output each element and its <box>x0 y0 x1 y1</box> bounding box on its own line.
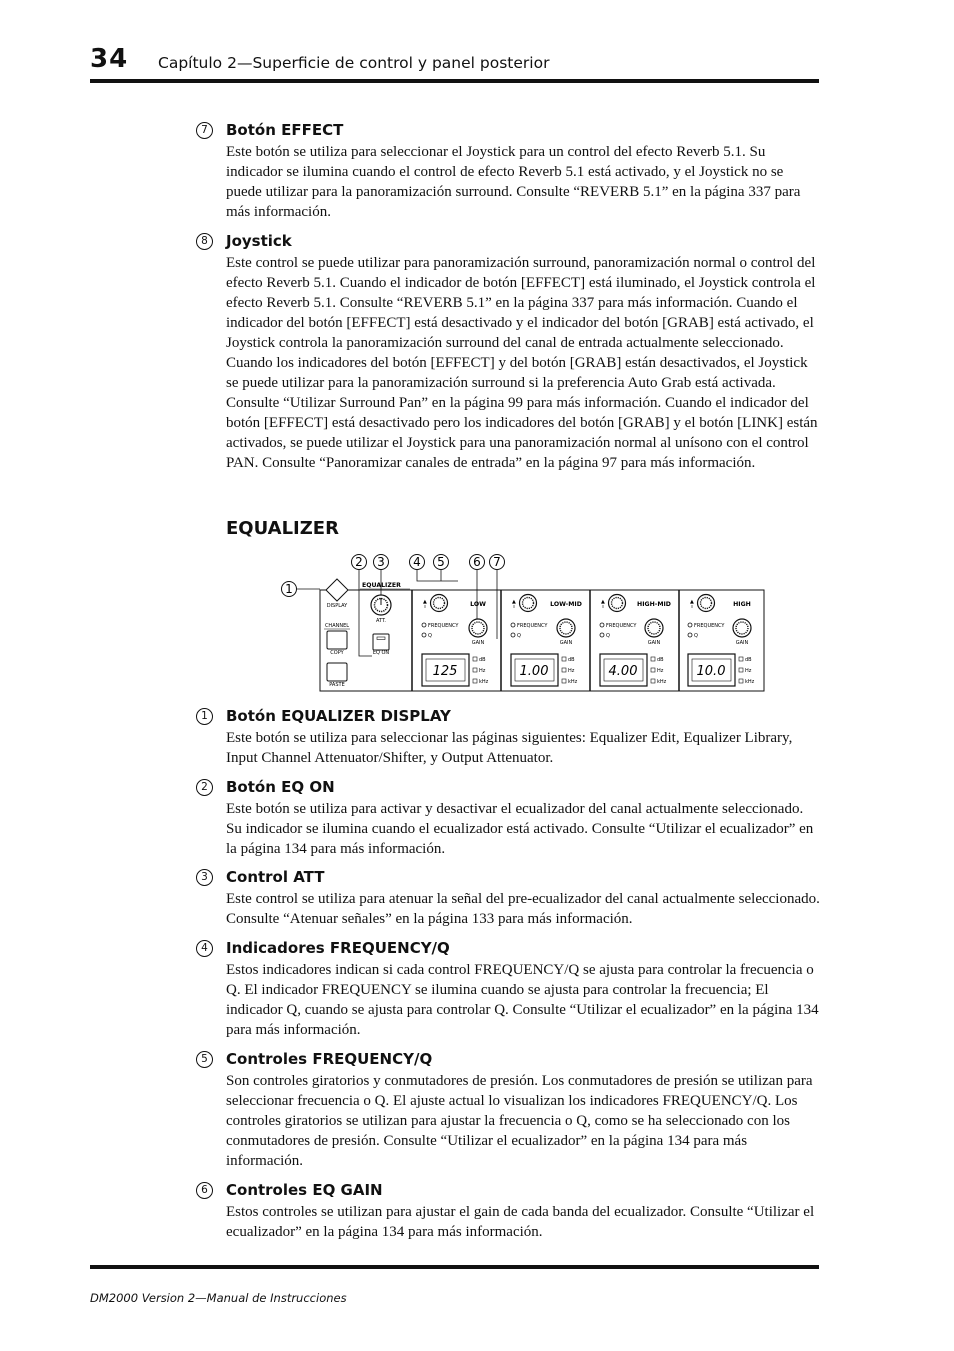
eq-on-button[interactable] <box>373 634 389 650</box>
boost-cut-icon: ▲ <box>512 599 516 605</box>
band-name: LOW <box>470 601 486 608</box>
item-number: 8 <box>196 233 213 250</box>
unit-db: dB <box>479 657 486 663</box>
q-indicator <box>600 633 604 637</box>
eq-band-low-mid <box>511 595 582 687</box>
q-indicator <box>511 633 515 637</box>
boost-cut-icon: ▲ <box>690 599 694 605</box>
copy-button[interactable] <box>327 631 347 649</box>
equalizer-label: EQUALIZER <box>362 582 401 589</box>
item-title: Botón EFFECT <box>226 121 344 139</box>
callout-2 <box>352 555 367 570</box>
lcd-value: 1.00 <box>519 664 549 679</box>
item-title: Botón EQ ON <box>226 778 335 796</box>
eq-band-high-mid <box>600 595 671 687</box>
unit-hz: Hz <box>479 668 486 674</box>
q-indicator <box>688 633 692 637</box>
chapter-title: Capítulo 2—Superficie de control y panel posterior <box>158 54 550 72</box>
callout-1 <box>282 582 297 597</box>
item-number: 1 <box>196 708 213 725</box>
boost-cut-icon: ▲ <box>601 599 605 605</box>
band-name: HIGH <box>733 601 751 608</box>
gain-label: GAIN <box>647 640 661 646</box>
frequency-indicator <box>511 623 515 627</box>
item-title: Control ATT <box>226 868 325 886</box>
header-rule <box>90 79 819 83</box>
item-number: 4 <box>196 940 213 957</box>
q-label: Q <box>606 633 610 639</box>
callout-3 <box>374 555 389 570</box>
item-body: Este botón se utiliza para activar y desactivar el ecualizador del canal actualmente seleccionado. Su indicador se ilumina cuando el ecualizador está activado. Consulte “Utilizar el ecualizador” en la página 134 para más información. <box>226 801 814 857</box>
item-body: Estos indicadores indican si cada control FREQUENCY/Q se ajusta para controlar la frecuencia o Q. El indicador FREQUENCY se ilumina cuando se ajusta para controlar la frecuencia; El indicador Q, cuando se ajusta para controlar Q. Consulte “Utilizar el ecualizador” en la página 134 para más información. <box>226 962 819 1038</box>
item-number: 6 <box>196 1182 213 1199</box>
svg-text:1: 1 <box>285 582 293 596</box>
footer-rule <box>90 1265 819 1269</box>
item-number: 7 <box>196 122 213 139</box>
att-label: ATT. <box>375 618 387 624</box>
q-label: Q <box>428 633 432 639</box>
unit-db: dB <box>745 657 752 663</box>
eq-on-label: EQ ON <box>372 650 390 656</box>
item-title: Controles FREQUENCY/Q <box>226 1050 433 1068</box>
item-number: 5 <box>196 1051 213 1068</box>
lcd-value: 10.0 <box>696 664 726 679</box>
gain-label: GAIN <box>735 640 749 646</box>
frequency-label: FREQUENCY <box>606 623 637 629</box>
svg-text:4: 4 <box>413 555 421 569</box>
callout-6 <box>470 555 485 570</box>
unit-hz: Hz <box>745 668 752 674</box>
lcd-value: 4.00 <box>608 664 638 679</box>
footer-text: DM2000 Version 2—Manual de Instrucciones <box>90 1291 347 1305</box>
boost-cut-icon: ▲ <box>423 599 427 605</box>
item-body: Estos controles se utilizan para ajustar el gain de cada banda del ecualizador. Consulte “Utilizar el ecualizador” en la página 134 para más información. <box>226 1204 815 1240</box>
unit-db: dB <box>568 657 575 663</box>
item-body: Este control se utiliza para atenuar la señal del pre-ecualizador del canal actualmente seleccionado. Consulte “Atenuar señales” en la página 133 para más información. <box>226 891 820 927</box>
frequency-label: FREQUENCY <box>694 623 725 629</box>
paste-label: PASTE <box>329 682 345 688</box>
eq-band-high <box>688 595 755 687</box>
svg-text:7: 7 <box>493 555 501 569</box>
unit-db: dB <box>657 657 664 663</box>
q-indicator <box>422 633 426 637</box>
item-title: Indicadores FREQUENCY/Q <box>226 939 450 957</box>
unit-khz: kHz <box>745 679 755 685</box>
item-title: Joystick <box>226 232 292 250</box>
svg-text:5: 5 <box>437 555 445 569</box>
att-knob[interactable] <box>371 595 391 615</box>
item-title: Botón EQUALIZER DISPLAY <box>226 707 451 725</box>
unit-hz: Hz <box>657 668 664 674</box>
equalizer-display-button[interactable] <box>326 579 348 601</box>
band-name: HIGH-MID <box>637 601 671 608</box>
section-heading: EQUALIZER <box>226 518 339 539</box>
gain-label: GAIN <box>559 640 573 646</box>
equalizer-panel-figure <box>280 553 770 695</box>
item-body: Son controles giratorios y conmutadores de presión. Los conmutadores de presión se utilizan para seleccionar frecuencia o Q. El ajuste actual lo visualizan los indicadores FREQUENCY/Q. Los controles giratorios se utilizan para ajustar la frecuencia o Q, como se ha seleccionado con los conmutadores de presión. Consulte “Utilizar el ecualizador” en la página 134 para más información. <box>226 1073 813 1169</box>
display-label: DISPLAY <box>326 603 348 609</box>
unit-khz: kHz <box>479 679 489 685</box>
frequency-label: FREQUENCY <box>428 623 459 629</box>
frequency-indicator <box>422 623 426 627</box>
frequency-indicator <box>688 623 692 627</box>
item-title: Controles EQ GAIN <box>226 1181 383 1199</box>
svg-text:6: 6 <box>473 555 481 569</box>
q-label: Q <box>517 633 521 639</box>
svg-text:3: 3 <box>377 555 385 569</box>
svg-text:2: 2 <box>355 555 363 569</box>
item-body: Este botón se utiliza para seleccionar las páginas siguientes: Equalizer Edit, Equalizer Library, Input Channel Attenuator/Shifter, y Output Attenuator. <box>226 730 793 766</box>
item-number: 3 <box>196 869 213 886</box>
item-number: 2 <box>196 779 213 796</box>
copy-label: COPY <box>330 650 344 656</box>
item-body: Este botón se utiliza para seleccionar el Joystick para un control del efecto Reverb 5.1. Su indicador se ilumina cuando el control de efecto Reverb 5.1 está activado, y el Joystick no se puede utilizar para la panoramización surround. Consulte “REVERB 5.1” en la página 337 para más información. <box>226 144 801 220</box>
unit-hz: Hz <box>568 668 575 674</box>
paste-button[interactable] <box>327 663 347 681</box>
callout-5 <box>434 555 449 570</box>
item-body: Este control se puede utilizar para panoramización surround, panoramización normal o control del efecto Reverb 5.1. Cuando el indicador de botón [EFFECT] está iluminado, el Joystick controla el efecto Reverb 5.1. Consulte “REVERB 5.1” en la página 337 para más información. Cuando el indicador del botón [EFFECT] está desactivado y el indicador del botón [GRAB] está activado, el Joystick controla la panoramización surround del canal de entrada actualmente seleccionado. Cuando los indicadores del botón [EFFECT] y del botón [GRAB] están desactivados, el Joystick se puede utilizar para la panoramización surround si la preferencia Auto Grab está activada. Consulte “Utilizar Surround Pan” en la página 99 para más información. Cuando el indicador del botón [EFFECT] está desactivado pero los indicadores del botón [GRAB] y el botón [LINK] están activados, se puede utilizar el Joystick para una panoramización normal al unísono con el control PAN. Consulte “Panoramizar canales de entrada” en la página 97 para más información. <box>226 255 818 471</box>
unit-khz: kHz <box>568 679 578 685</box>
callout-7 <box>490 555 505 570</box>
frequency-indicator <box>600 623 604 627</box>
gain-label: GAIN <box>471 640 485 646</box>
frequency-label: FREQUENCY <box>517 623 548 629</box>
eq-band-low <box>422 595 489 687</box>
page-number: 34 <box>90 44 129 74</box>
callout-4 <box>410 555 425 570</box>
lcd-value: 125 <box>432 664 458 679</box>
unit-khz: kHz <box>657 679 667 685</box>
q-label: Q <box>694 633 698 639</box>
channel-label: CHANNEL <box>324 623 350 629</box>
band-name: LOW-MID <box>550 601 582 608</box>
